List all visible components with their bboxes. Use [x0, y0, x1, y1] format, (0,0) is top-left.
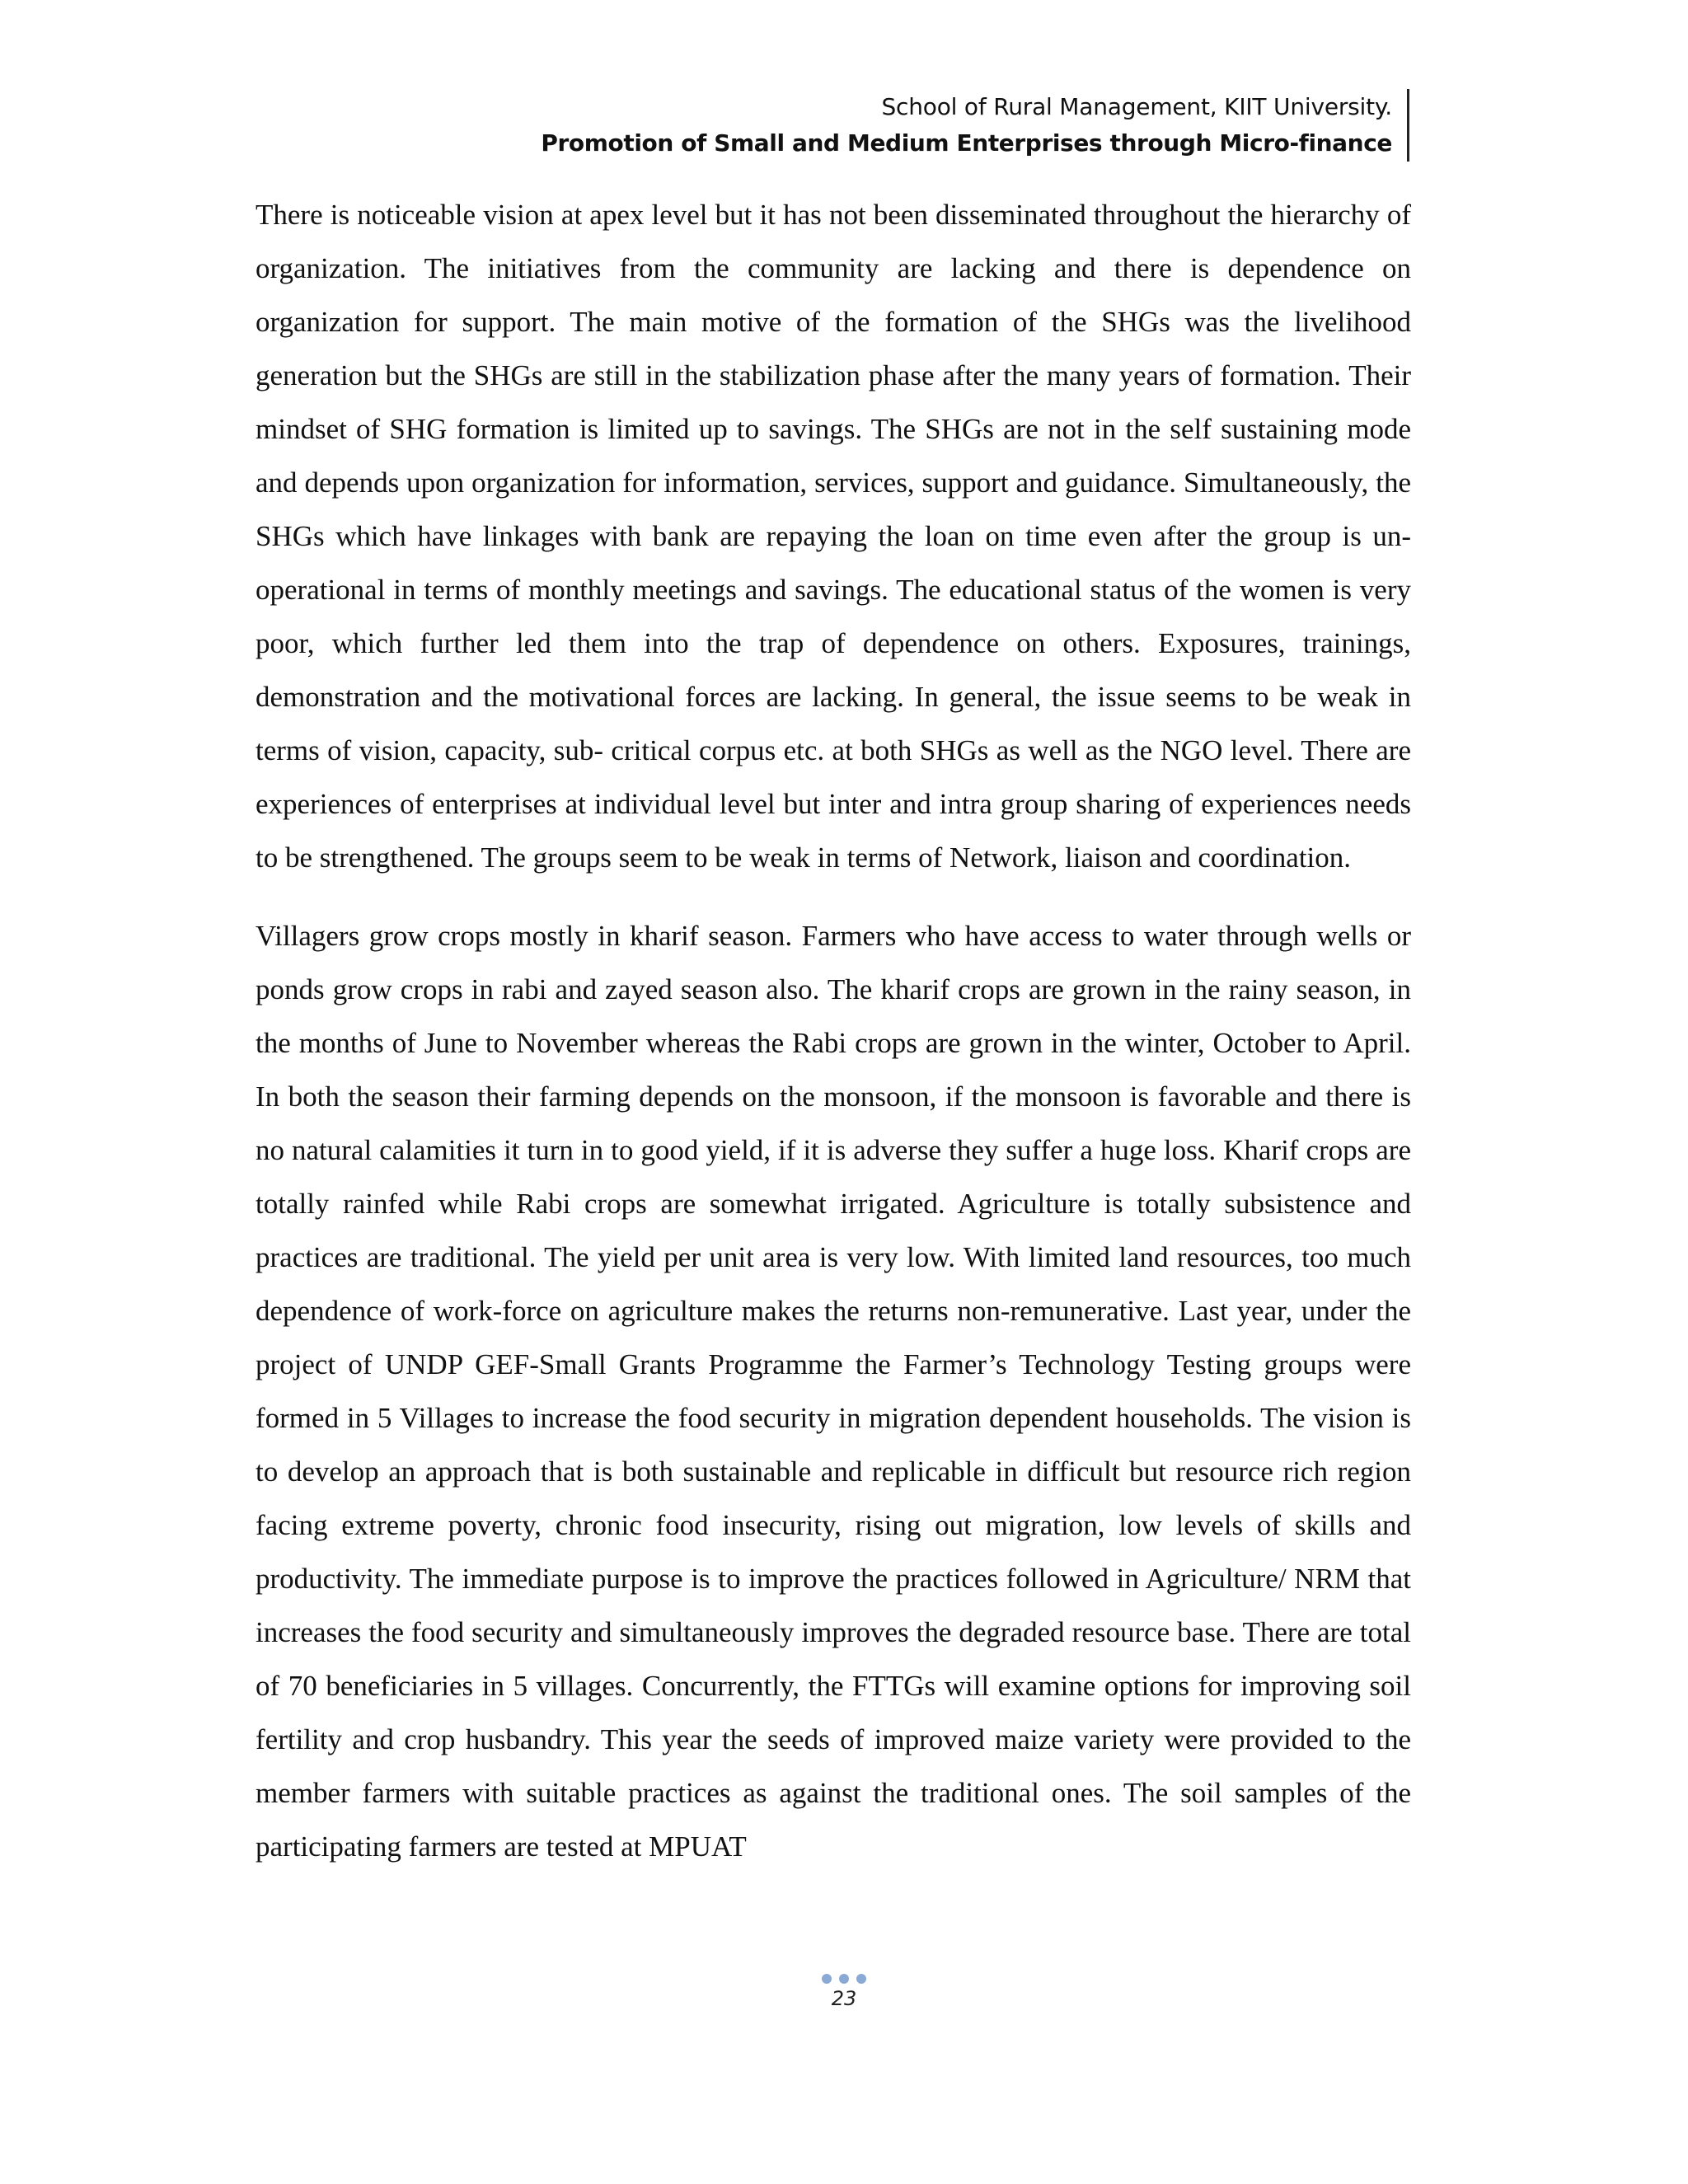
footer-dot-icon [839, 1974, 849, 1984]
paragraph-2: Villagers grow crops mostly in kharif season. Farmers who have access to water through wells or ponds grow crops in rabi and zayed season also. The kharif crops are grown in the rainy season, in the months of June to November whereas the Rabi crops are grown in the winter, October to April. In both the season their farming depends on the monsoon, if the monsoon is favorable and there is no natural calamities it turn in to good yield, if it is adverse they suffer a huge loss. Kharif crops are totally rainfed while Rabi crops are somewhat irrigated. Agriculture is totally subsistence and practices are traditional. The yield per unit area is very low. With limited land resources, too much dependence of work-force on agriculture makes the returns non-remunerative. Last year, under the project of UNDP GEF-Small Grants Programme the Farmer’s Technology Testing groups were formed in 5 Villages to increase the food security in migration dependent households. The vision is to develop an approach that is both sustainable and replicable in difficult but resource rich region facing extreme poverty, chronic food insecurity, rising out migration, low levels of skills and productivity. The immediate purpose is to improve the practices followed in Agriculture/ NRM that increases the food security and simultaneously improves the degraded resource base. There are total of 70 beneficiaries in 5 villages. Concurrently, the FTTGs will examine options for improving soil fertility and crop husbandry. This year the seeds of improved maize variety were provided to the member farmers with suitable practices as against the traditional ones. The soil samples of the participating farmers are tested at MPUAT [256, 920, 1411, 1863]
running-header [541, 89, 1409, 162]
body-text [256, 188, 1411, 1898]
header-title: Promotion of Small and Medium Enterprises through Micro-finance [541, 129, 1392, 157]
page-number: 23 [831, 1987, 857, 2010]
page-footer [0, 1973, 1688, 2011]
footer-dots-ornament [0, 1973, 1688, 1985]
footer-dot-icon [856, 1974, 866, 1984]
header-institution: School of Rural Management, KIIT University. [881, 93, 1392, 120]
footer-dot-icon [822, 1974, 832, 1984]
paragraph-1: There is noticeable vision at apex level but it has not been disseminated throughout the hierarchy of organization. The initiatives from the community are lacking and there is dependence on organization for support. The main motive of the formation of the SHGs was the livelihood generation but the SHGs are still in the stabilization phase after the many years of formation. Their mindset of SHG formation is limited up to savings. The SHGs are not in the self sustaining mode and depends upon organization for information, services, support and guidance. Simultaneously, the SHGs which have linkages with bank are repaying the loan on time even after the group is un-operational in terms of monthly meetings and savings. The educational status of the women is very poor, which further led them into the trap of dependence on others. Exposures, trainings, demonstration and the motivational forces are lacking. In general, the issue seems to be weak in terms of vision, capacity, sub- critical corpus etc. at both SHGs as well as the NGO level. There are experiences of enterprises at individual level but inter and intra group sharing of experiences needs to be strengthened. The groups seem to be weak in terms of Network, liaison and coordination. [256, 199, 1411, 874]
